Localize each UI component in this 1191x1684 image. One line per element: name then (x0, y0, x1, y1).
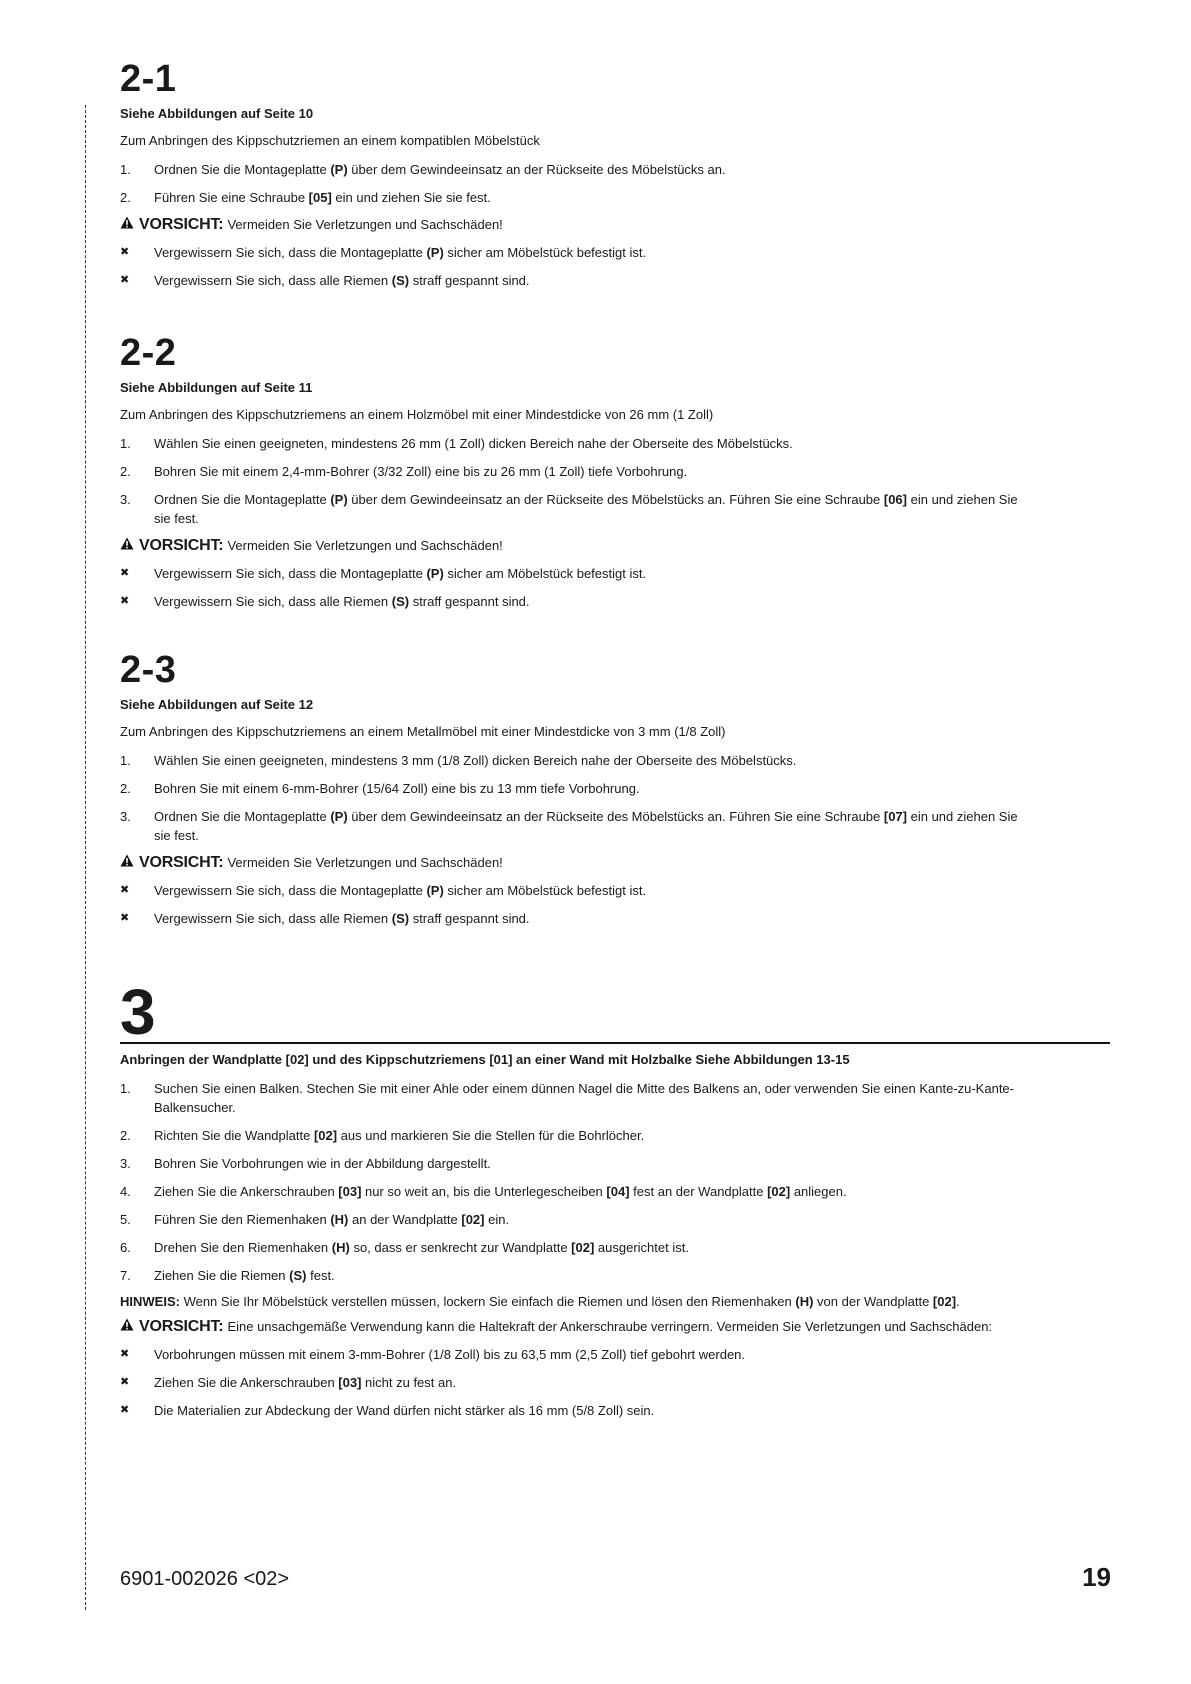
star-bullet-icon: ✖ (120, 1404, 130, 1416)
step-item (120, 1182, 1110, 1201)
bullet-item (120, 1345, 1110, 1364)
section-subhead: Anbringen der Wandplatte [02] und des Kippschutzriemens [01] an einer Wand mit Holzbalke Siehe Abbildungen 13-15 (120, 1052, 850, 1067)
section-intro: Zum Anbringen des Kippschutzriemens an einem Holzmöbel mit einer Mindestdicke von 26 mm (1 Zoll) (120, 407, 714, 422)
step-text: Drehen Sie den Riemenhaken (H) so, dass er senkrecht zur Wandplatte [02] ausgerichtet ist. (154, 1240, 689, 1255)
warning-triangle-icon (120, 216, 136, 229)
page-content (120, 60, 1110, 1429)
step-number: 1. (120, 436, 131, 451)
star-bullet-icon: ✖ (120, 1376, 130, 1388)
step-number: 2. (120, 1128, 131, 1143)
step-text: Wählen Sie einen geeigneten, mindestens 3 mm (1/8 Zoll) dicken Bereich nahe der Oberseite des Möbelstücks. (154, 753, 797, 768)
step-text: Suchen Sie einen Balken. Stechen Sie mit einer Ahle oder einem dünnen Nagel die Mitte des Balkens an, oder verwenden Sie einen Kante-zu-Kante-Balkensucher. (154, 1081, 1014, 1115)
star-bullet-icon: ✖ (120, 912, 130, 924)
bullet-item (120, 909, 1110, 928)
caution-line (120, 1318, 1110, 1336)
section-title: 2-2 (120, 332, 177, 374)
section-2-3 (120, 651, 1110, 928)
caution-text: Vermeiden Sie Verletzungen und Sachschäden! (227, 538, 503, 553)
step-item (120, 1154, 1110, 1173)
bullet-text: Vergewissern Sie sich, dass alle Riemen (S) straff gespannt sind. (154, 273, 530, 288)
step-item (120, 1210, 1110, 1229)
step-text: Ziehen Sie die Riemen (S) fest. (154, 1268, 335, 1283)
caution-label: VORSICHT: (139, 216, 224, 233)
step-text: Ordnen Sie die Montageplatte (P) über dem Gewindeeinsatz an der Rückseite des Möbelstücks an. Führen Sie eine Schraube [06] ein und ziehen Sie sie fest. (154, 492, 1018, 526)
step-number: 5. (120, 1212, 131, 1227)
star-bullet-icon: ✖ (120, 595, 130, 607)
step-number: 2. (120, 190, 131, 205)
section-subhead: Siehe Abbildungen auf Seite 10 (120, 106, 314, 121)
step-number: 3. (120, 1156, 131, 1171)
note-line: HINWEIS: Wenn Sie Ihr Möbelstück verstellen müssen, lockern Sie einfach die Riemen und lösen den Riemenhaken (H) von der Wandplatte [02]. (120, 1294, 960, 1309)
step-text: Wählen Sie einen geeigneten, mindestens 26 mm (1 Zoll) dicken Bereich nahe der Oberseite des Möbelstücks. (154, 436, 793, 451)
page-number: 19 (1082, 1562, 1111, 1592)
bullet-text: Vergewissern Sie sich, dass die Montageplatte (P) sicher am Möbelstück befestigt ist. (154, 883, 647, 898)
bullet-text: Vergewissern Sie sich, dass die Montageplatte (P) sicher am Möbelstück befestigt ist. (154, 245, 647, 260)
step-item (120, 188, 1110, 207)
caution-line (120, 854, 1110, 872)
step-text: Ordnen Sie die Montageplatte (P) über dem Gewindeeinsatz an der Rückseite des Möbelstücks an. (154, 162, 726, 177)
bullet-list (120, 1345, 1110, 1420)
section-intro: Zum Anbringen des Kippschutzriemen an einem kompatiblen Möbelstück (120, 133, 540, 148)
step-text: Führen Sie den Riemenhaken (H) an der Wandplatte [02] ein. (154, 1212, 510, 1227)
section-2-1 (120, 60, 1110, 290)
caution-label: VORSICHT: (139, 1318, 224, 1335)
step-item (120, 807, 1110, 845)
warning-triangle-icon (120, 537, 136, 550)
step-text: Ordnen Sie die Montageplatte (P) über dem Gewindeeinsatz an der Rückseite des Möbelstücks an. Führen Sie eine Schraube [07] ein und ziehen Sie sie fest. (154, 809, 1018, 843)
step-number: 4. (120, 1184, 131, 1199)
bullet-item (120, 271, 1110, 290)
step-number: 3. (120, 809, 131, 824)
section-subhead: Siehe Abbildungen auf Seite 12 (120, 697, 314, 712)
step-item (120, 160, 1110, 179)
step-list (120, 1079, 1110, 1285)
section-3-heading (120, 976, 1110, 1048)
section-title: 2-1 (120, 58, 177, 100)
caution-line (120, 537, 1110, 555)
bullet-text: Vergewissern Sie sich, dass alle Riemen (S) straff gespannt sind. (154, 911, 530, 926)
step-item (120, 462, 1110, 481)
section-2-2 (120, 334, 1110, 611)
step-number: 2. (120, 464, 131, 479)
step-item (120, 434, 1110, 453)
section-3 (120, 976, 1110, 1420)
step-item (120, 1238, 1110, 1257)
section-subhead: Siehe Abbildungen auf Seite 11 (120, 380, 313, 395)
star-bullet-icon: ✖ (120, 567, 130, 579)
caution-text: Eine unsachgemäße Verwendung kann die Haltekraft der Ankerschraube verringern. Vermeiden Sie Verletzungen und Sachschäden: (227, 1319, 993, 1334)
caution-text: Vermeiden Sie Verletzungen und Sachschäden! (227, 217, 503, 232)
step-number: 2. (120, 781, 131, 796)
caution-label: VORSICHT: (139, 537, 224, 554)
step-number: 1. (120, 162, 131, 177)
bullet-text: Vergewissern Sie sich, dass die Montageplatte (P) sicher am Möbelstück befestigt ist. (154, 566, 647, 581)
step-list (120, 751, 1110, 845)
section-intro: Zum Anbringen des Kippschutzriemens an einem Metallmöbel mit einer Mindestdicke von 3 mm (1/8 Zoll) (120, 724, 726, 739)
bullet-item (120, 243, 1110, 262)
step-text: Führen Sie eine Schraube [05] ein und ziehen Sie sie fest. (154, 190, 491, 205)
step-text: Bohren Sie Vorbohrungen wie in der Abbildung dargestellt. (154, 1156, 491, 1171)
bullet-text: Vorbohrungen müssen mit einem 3-mm-Bohrer (1/8 Zoll) bis zu 63,5 mm (2,5 Zoll) tief gebohrt werden. (154, 1347, 746, 1362)
step-list (120, 434, 1110, 528)
step-number: 6. (120, 1240, 131, 1255)
cut-line (85, 105, 86, 1610)
warning-triangle-icon (120, 854, 136, 867)
step-number: 7. (120, 1268, 131, 1283)
step-item (120, 1126, 1110, 1145)
section-title: 2-3 (120, 649, 177, 691)
bullet-list (120, 564, 1110, 611)
step-text: Bohren Sie mit einem 2,4-mm-Bohrer (3/32 Zoll) eine bis zu 26 mm (1 Zoll) tiefe Vorbohrung. (154, 464, 688, 479)
step-text: Richten Sie die Wandplatte [02] aus und markieren Sie die Stellen für die Bohrlöcher. (154, 1128, 645, 1143)
caution-text: Vermeiden Sie Verletzungen und Sachschäden! (227, 855, 503, 870)
heading-rule (120, 1042, 1110, 1044)
bullet-list (120, 881, 1110, 928)
document-code: 6901-002026 <02> (120, 1568, 290, 1590)
bullet-item (120, 592, 1110, 611)
caution-label: VORSICHT: (139, 854, 224, 871)
step-item (120, 779, 1110, 798)
step-item (120, 490, 1110, 528)
bullet-list (120, 243, 1110, 290)
bullet-item (120, 881, 1110, 900)
step-number: 3. (120, 492, 131, 507)
step-item (120, 1266, 1110, 1285)
step-item (120, 1079, 1110, 1117)
star-bullet-icon: ✖ (120, 884, 130, 896)
step-number: 1. (120, 1081, 131, 1096)
bullet-text: Vergewissern Sie sich, dass alle Riemen (S) straff gespannt sind. (154, 594, 530, 609)
bullet-item (120, 1401, 1110, 1420)
step-item (120, 751, 1110, 770)
star-bullet-icon: ✖ (120, 246, 130, 258)
warning-triangle-icon (120, 1318, 136, 1331)
bullet-text: Ziehen Sie die Ankerschrauben [03] nicht zu fest an. (154, 1375, 457, 1390)
bullet-item (120, 564, 1110, 583)
bullet-text: Die Materialien zur Abdeckung der Wand dürfen nicht stärker als 16 mm (5/8 Zoll) sein. (154, 1403, 655, 1418)
caution-line (120, 216, 1110, 234)
bullet-item (120, 1373, 1110, 1392)
step-text: Ziehen Sie die Ankerschrauben [03] nur so weit an, bis die Unterlegescheiben [04] fest an der Wandplatte [02] anliegen. (154, 1184, 847, 1199)
note-label: HINWEIS: (120, 1294, 180, 1309)
step-list (120, 160, 1110, 207)
step-text: Bohren Sie mit einem 6-mm-Bohrer (15/64 Zoll) eine bis zu 13 mm tiefe Vorbohrung. (154, 781, 640, 796)
star-bullet-icon: ✖ (120, 1348, 130, 1360)
step-number: 1. (120, 753, 131, 768)
section-title: 3 (120, 976, 157, 1048)
star-bullet-icon: ✖ (120, 274, 130, 286)
